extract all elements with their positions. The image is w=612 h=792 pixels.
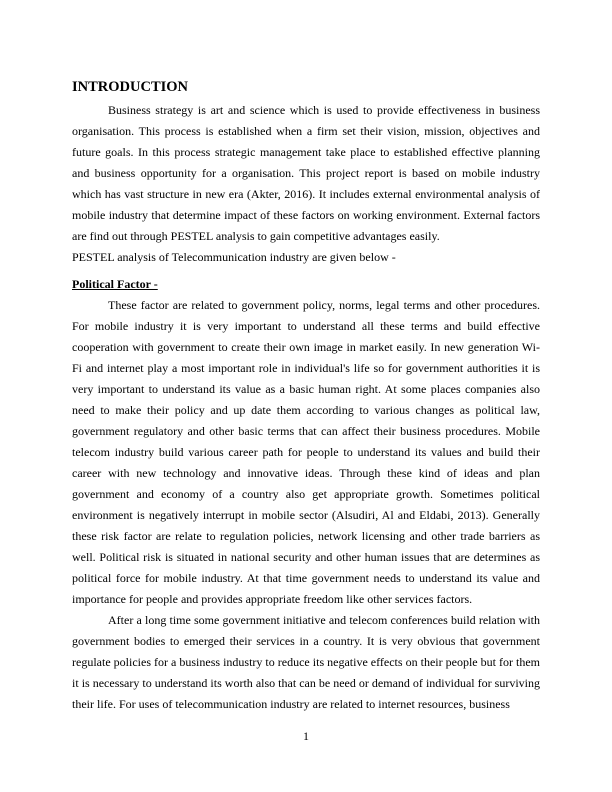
page-number: 1: [303, 729, 309, 743]
intro-paragraph: Business strategy is art and science which is used to provide effectiveness in business organisation. This process is established when a firm set their vision, mission, objectives and future goals. In this process strategic management take place to established effective planning and business opportunity for a organisation. This project report is based on mobile industry which has vast structure in new era (Akter, 2016). It includes external environmental analysis of mobile industry that determine impact of these factors on working environment. External factors are find out through PESTEL analysis to gain competitive advantages easily.: [72, 103, 540, 243]
political-paragraph-1: These factor are related to government policy, norms, legal terms and other procedures. For mobile industry it is very important to understand all these terms and build effective cooperation with government to create their own image in market easily. In new generation Wi-Fi and internet play a most important role in individual's life so for government authorities it is very important to understand its value as a basic human right. At some places companies also need to make their policy and up date them according to various changes as political law, government regulatory and other basic terms that can affect their business procedures. Mobile telecom industry build various career path for people to understand its values and build their career with new technology and innovative ideas. Through these kind of ideas and plan government and economy of a country also get appropriate growth. Sometimes political environment is negatively interrupt in mobile sector (Alsudiri, Al and Eldabi, 2013). Generally these risk factor are relate to regulation policies, network licensing and other trade barriers as well. Political risk is situated in national security and other human issues that are determines as political force for mobile industry. At that time government needs to understand its value and importance for people and provides appropriate freedom like other services factors.: [72, 298, 540, 606]
pestel-intro-line: PESTEL analysis of Telecommunication industry are given below -: [72, 250, 396, 264]
political-factor-heading: Political Factor -: [72, 277, 158, 291]
political-paragraph-2: After a long time some government initiative and telecom conferences build relation with government bodies to emerged their services in a country. It is very obvious that government regulate policies for a business industry to reduce its negative effects on their people but for them it is necessary to understand its worth also that can be need or demand of individual for surviving their life. For uses of telecommunication industry are related to internet resources, business: [72, 613, 540, 711]
page-content: [72, 78, 540, 715]
section-heading-introduction: INTRODUCTION: [72, 79, 189, 95]
